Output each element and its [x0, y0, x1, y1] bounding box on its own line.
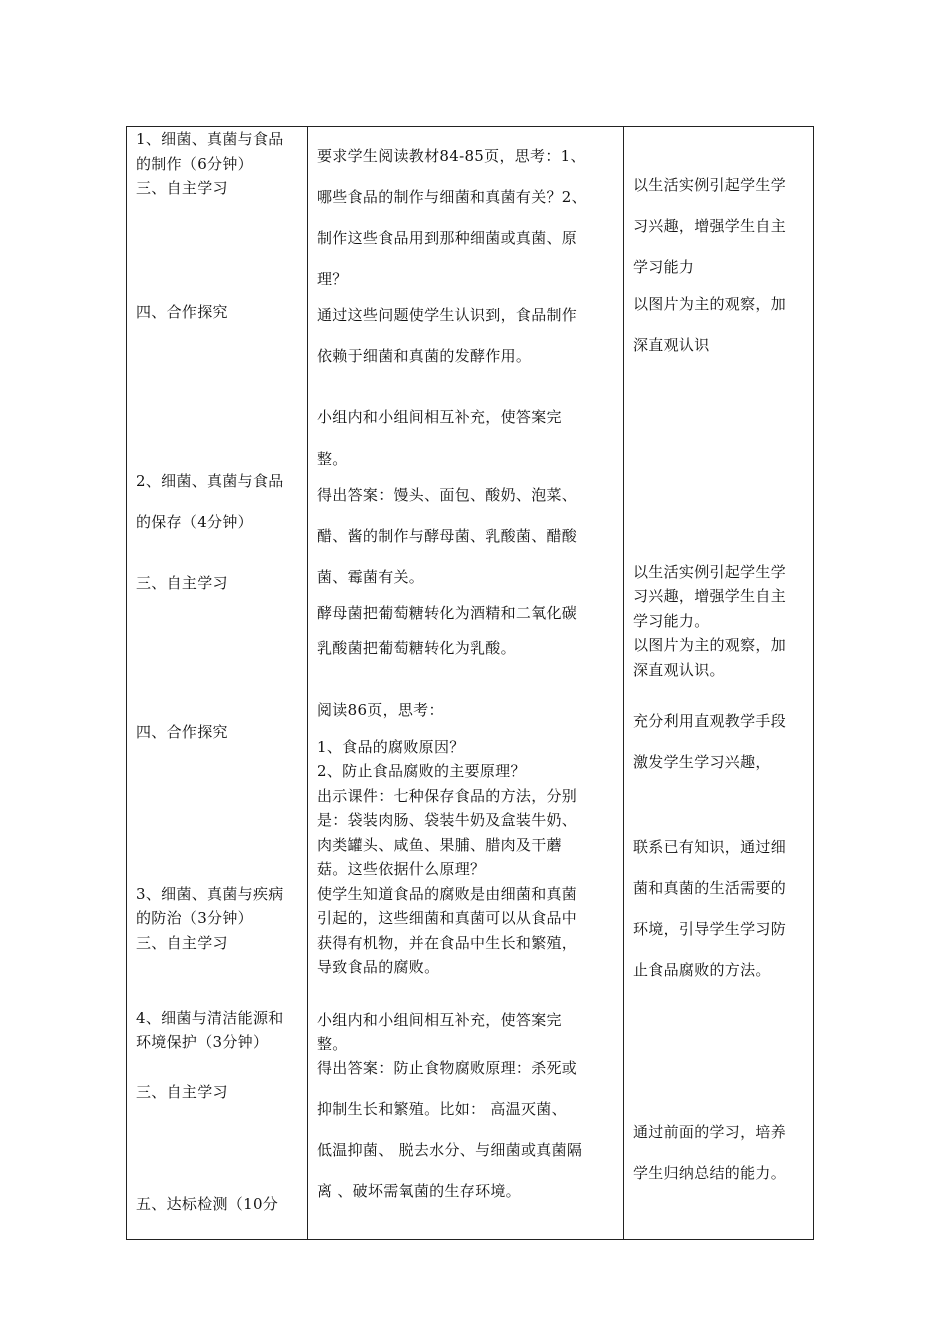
- section-line: 三、自主学习: [136, 934, 228, 952]
- intent-line: 激发学生学习兴趣，: [633, 753, 771, 771]
- intent-line: 深直观认识。: [633, 661, 725, 679]
- activity-line: 乳酸菌把葡萄糖转化为乳酸。: [317, 639, 516, 657]
- activity-line: 理？: [317, 270, 348, 288]
- section-line: 3、细菌、真菌与疾病: [136, 885, 284, 903]
- intent-line: 充分利用直观教学手段: [633, 712, 787, 730]
- intent-line: 以生活实例引起学生学: [633, 176, 787, 194]
- section-line: 三、自主学习: [136, 179, 228, 197]
- activity-line: 导致食品的腐败。: [317, 958, 440, 976]
- activity-line: 阅读86页，思考：: [317, 701, 444, 719]
- section-line: 环境保护（3分钟）: [136, 1033, 269, 1051]
- intent-line: 以图片为主的观察，加: [633, 636, 787, 654]
- activity-line: 低温抑菌、 脱去水分、与细菌或真菌隔: [317, 1141, 583, 1159]
- activity-line: 醋、酱的制作与酵母菌、乳酸菌、醋酸: [317, 527, 578, 545]
- activity-line: 通过这些问题使学生认识到，食品制作: [317, 306, 578, 324]
- intent-line: 环境，引导学生学习防: [633, 920, 787, 938]
- section-line: 的制作（6分钟）: [136, 155, 253, 173]
- activity-line: 要求学生阅读教材84-85页，思考：1、: [317, 147, 586, 165]
- activity-line: 出示课件：七种保存食品的方法，分别: [317, 787, 578, 805]
- section-line: 四、合作探究: [136, 723, 228, 741]
- intent-line: 以图片为主的观察，加: [633, 295, 787, 313]
- activity-line: 抑制生长和繁殖。比如： 高温灭菌、: [317, 1100, 567, 1118]
- intent-line: 学习能力。: [633, 612, 710, 630]
- section-line: 4、细菌与清洁能源和: [136, 1009, 284, 1027]
- section-line: 2、细菌、真菌与食品: [136, 472, 284, 490]
- activity-line: 获得有机物，并在食品中生长和繁殖，: [317, 934, 578, 952]
- activity-line: 是：袋装肉肠、袋装牛奶及盒装牛奶、: [317, 811, 578, 829]
- activity-line: 小组内和小组间相互补充，使答案完: [317, 408, 562, 426]
- section-line: 1、细菌、真菌与食品: [136, 130, 284, 148]
- intent-line: 学习能力: [633, 258, 695, 276]
- intent-line: 以生活实例引起学生学: [633, 563, 787, 581]
- section-line: 的防治（3分钟）: [136, 909, 253, 927]
- column-divider-2: [623, 126, 624, 1240]
- activity-line: 整。: [317, 450, 348, 468]
- intent-line: 通过前面的学习，培养: [633, 1123, 787, 1141]
- activity-line: 酵母菌把葡萄糖转化为酒精和二氧化碳: [317, 604, 578, 622]
- section-line: 的保存（4分钟）: [136, 513, 253, 531]
- activity-line: 整。: [317, 1035, 348, 1053]
- column-divider-1: [307, 126, 308, 1240]
- activity-line: 离 、破坏需氧菌的生存环境。: [317, 1182, 521, 1200]
- activity-line: 1、食品的腐败原因？: [317, 738, 465, 756]
- activity-line: 引起的，这些细菌和真菌可以从食品中: [317, 909, 578, 927]
- section-line: 三、自主学习: [136, 574, 228, 592]
- intent-line: 联系已有知识，通过细: [633, 838, 787, 856]
- activity-line: 得出答案：防止食物腐败原理：杀死或: [317, 1059, 578, 1077]
- activity-line: 小组内和小组间相互补充，使答案完: [317, 1011, 562, 1029]
- activity-line: 制作这些食品用到那种细菌或真菌、原: [317, 229, 578, 247]
- section-line: 四、合作探究: [136, 303, 228, 321]
- activity-line: 哪些食品的制作与细菌和真菌有关？2、: [317, 188, 587, 206]
- activity-line: 肉类罐头、咸鱼、果脯、腊肉及干蘑: [317, 836, 562, 854]
- intent-line: 习兴趣，增强学生自主: [633, 217, 787, 235]
- intent-line: 习兴趣，增强学生自主: [633, 587, 787, 605]
- activity-line: 菌、霉菌有关。: [317, 568, 425, 586]
- intent-line: 学生归纳总结的能力。: [633, 1164, 787, 1182]
- activity-line: 2、防止食品腐败的主要原理？: [317, 762, 526, 780]
- intent-line: 深直观认识: [633, 336, 710, 354]
- intent-line: 止食品腐败的方法。: [633, 961, 771, 979]
- activity-line: 依赖于细菌和真菌的发酵作用。: [317, 347, 532, 365]
- intent-line: 菌和真菌的生活需要的: [633, 879, 787, 897]
- section-line: 五、达标检测（10分: [136, 1195, 279, 1213]
- activity-line: 使学生知道食品的腐败是由细菌和真菌: [317, 885, 578, 903]
- activity-line: 菇。这些依据什么原理？: [317, 860, 486, 878]
- section-line: 三、自主学习: [136, 1083, 228, 1101]
- activity-line: 得出答案：馒头、面包、酸奶、泡菜、: [317, 486, 578, 504]
